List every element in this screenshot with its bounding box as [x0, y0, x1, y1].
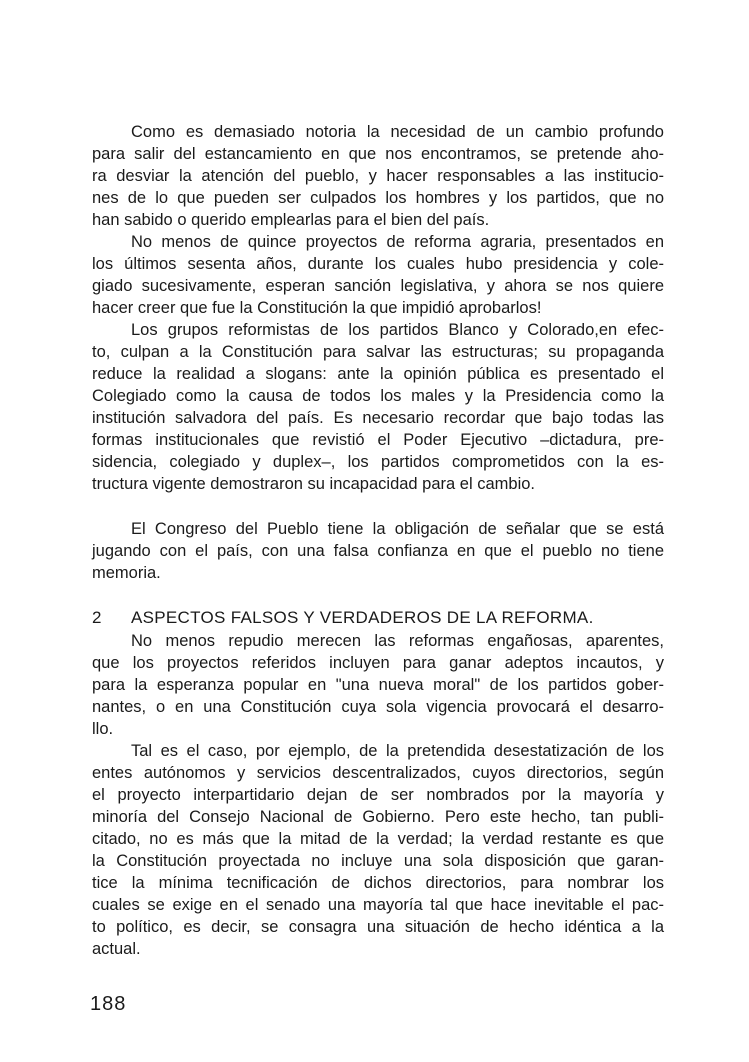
text-line: minoría del Consejo Nacional de Gobierno. Pero este hecho, tan publi- — [92, 808, 664, 826]
text-line: ra desviar la atención del pueblo, y hacer responsables a las institucio- — [92, 167, 664, 185]
text-line: los últimos sesenta años, durante los cuales hubo presidencia y cole- — [92, 255, 664, 273]
text-line: cuales se exige en el senado una mayoría tal que hace inevitable el pac- — [92, 896, 664, 914]
text-line: Como es demasiado notoria la necesidad de un cambio profundo — [131, 123, 664, 141]
text-line: nantes, o en una Constitución cuya sola vigencia provocará el desarro- — [92, 698, 664, 716]
text-line: formas institucionales que revistió el Poder Ejecutivo –dictadura, pre- — [92, 431, 664, 449]
section-number: 2 — [92, 608, 102, 627]
page-number: 188 — [90, 993, 127, 1015]
text-line: institución salvadora del país. Es necesario recordar que bajo todas las — [92, 409, 664, 427]
text-line: entes autónomos y servicios descentralizados, cuyos directorios, según — [92, 764, 664, 782]
text-line: to, culpan a la Constitución para salvar las estructuras; su propaganda — [92, 343, 664, 361]
text-line: hacer creer que fue la Constitución la que impidió aprobarlos! — [92, 299, 542, 317]
text-line: tructura vigente demostraron su incapacidad para el cambio. — [92, 475, 535, 493]
text-line: giado sucesivamente, esperan sanción legislativa, y ahora se nos quiere — [92, 277, 664, 295]
text-line: tice la mínima tecnificación de dichos directorios, para nombrar los — [92, 874, 664, 892]
text-line: para salir del estancamiento en que nos encontramos, se pretende aho- — [92, 145, 664, 163]
section-heading — [92, 606, 664, 630]
text-line: Colegiado como la causa de todos los males y la Presidencia como la — [92, 387, 664, 405]
text-line: memoria. — [92, 564, 161, 582]
text-line: citado, no es más que la mitad de la verdad; la verdad restante es que — [92, 830, 664, 848]
text-line: la Constitución proyectada no incluye una sola disposición que garan- — [92, 852, 664, 870]
text-line: El Congreso del Pueblo tiene la obligación de señalar que se está — [131, 520, 664, 538]
text-line: nes de lo que pueden ser culpados los hombres y los partidos, que no — [92, 189, 664, 207]
text-line: No menos de quince proyectos de reforma agraria, presentados en — [131, 233, 664, 251]
text-line: Los grupos reformistas de los partidos Blanco y Colorado,en efec- — [131, 321, 664, 339]
text-line: sidencia, colegiado y duplex–, los partidos comprometidos con la es- — [92, 453, 664, 471]
text-line: to político, es decir, se consagra una situación de hecho idéntica a la — [92, 918, 664, 936]
text-line: actual. — [92, 940, 141, 958]
text-line: para la esperanza popular en "una nueva moral" de los partidos gober- — [92, 676, 664, 694]
text-line: que los proyectos referidos incluyen para ganar adeptos incautos, y — [92, 654, 664, 672]
section-title: ASPECTOS FALSOS Y VERDADEROS DE LA REFORMA. — [131, 608, 594, 627]
text-line: Tal es el caso, por ejemplo, de la pretendida desestatización de los — [131, 742, 664, 760]
text-line: el proyecto interpartidario dejan de ser nombrados por la mayoría y — [92, 786, 664, 804]
text-line: llo. — [92, 720, 114, 738]
text-line: han sabido o querido emplearlas para el bien del país. — [92, 211, 490, 229]
text-line: No menos repudio merecen las reformas engañosas, aparentes, — [131, 632, 664, 650]
text-line: jugando con el país, con una falsa confianza en que el pueblo no tiene — [92, 542, 664, 560]
text-line: reduce la realidad a slogans: ante la opinión pública es presentado el — [92, 365, 664, 383]
